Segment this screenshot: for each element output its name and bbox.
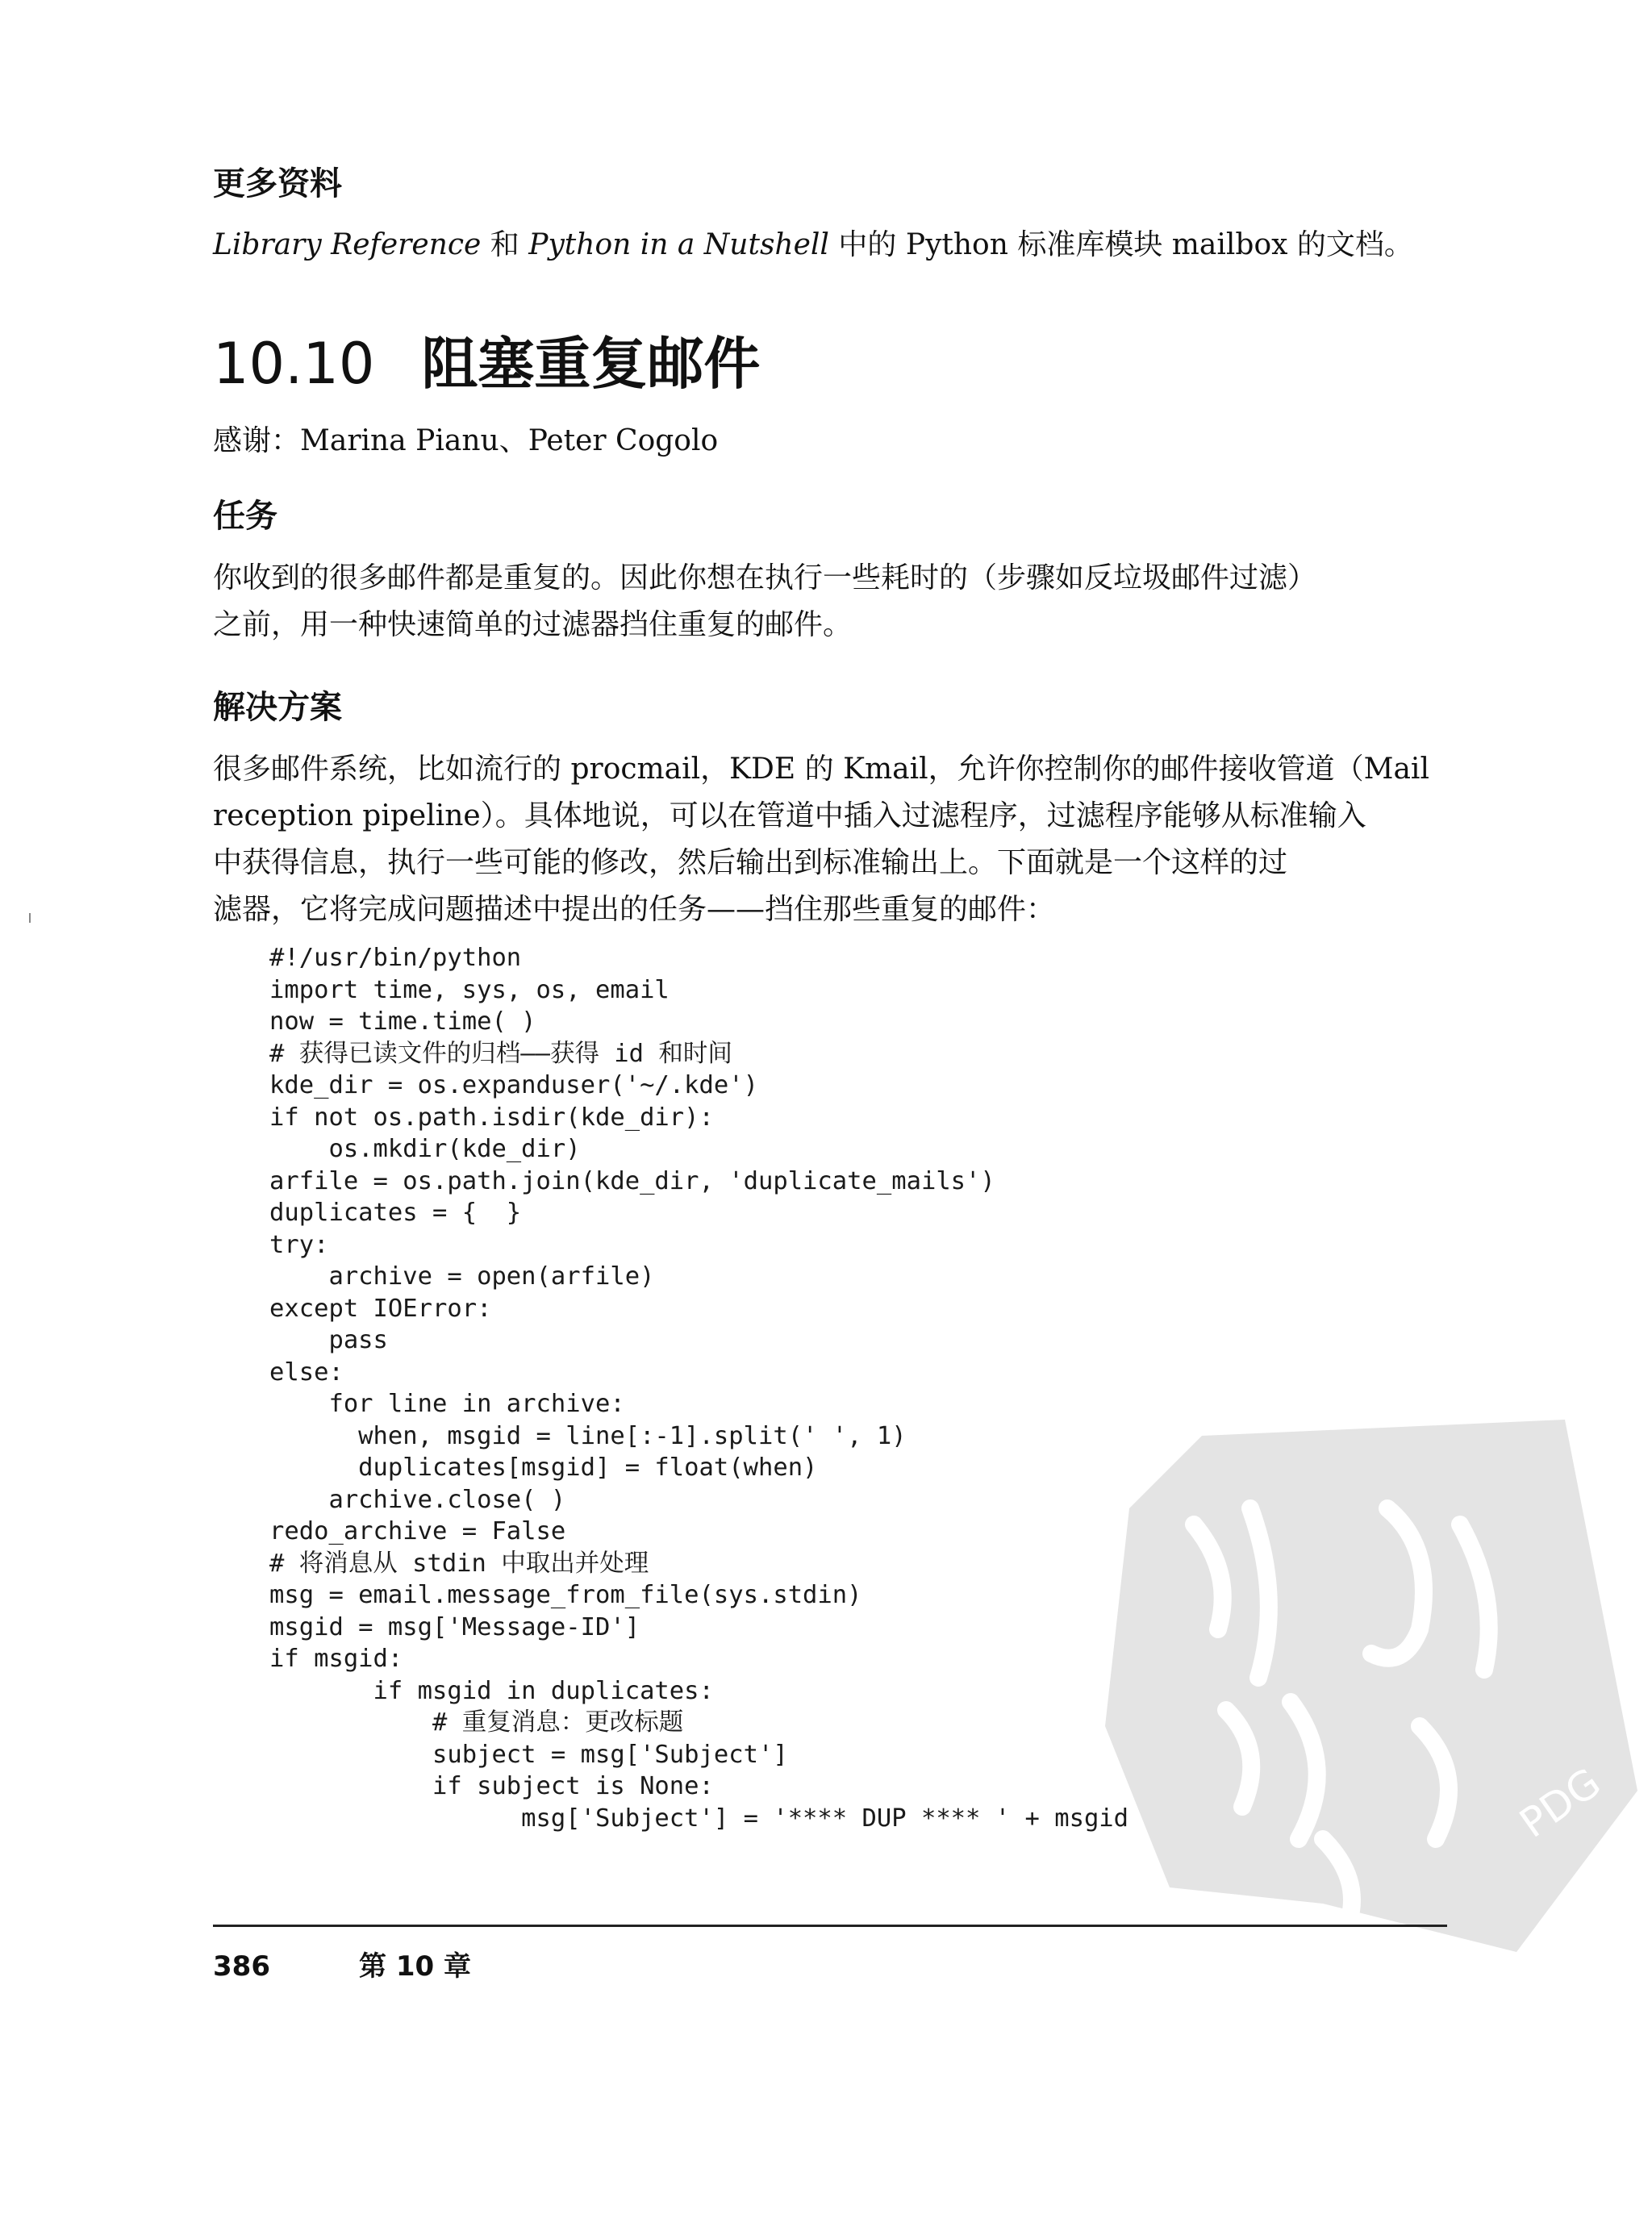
solution-paragraph: [213, 746, 1447, 933]
task-paragraph: [213, 555, 1447, 649]
section-title: [213, 319, 760, 400]
conjunction: 和: [481, 228, 529, 261]
solution-heading: 解决方案: [213, 689, 342, 726]
task-heading: 任务: [213, 498, 277, 535]
solution-line: 很多邮件系统，比如流行的 procmail，KDE 的 Kmail，允许你控制你的邮件接收管道（Mail: [213, 753, 1429, 786]
thanks-line: 感谢：Marina Pianu、Peter Cogolo: [213, 424, 719, 457]
page-footer: [213, 1944, 471, 1983]
footer-rule: [213, 1925, 1447, 1927]
nutshell-title: Python in a Nutshell: [528, 228, 829, 261]
solution-line: 中获得信息，执行一些可能的修改，然后输出到标准输出上。下面就是一个这样的过: [213, 846, 1288, 879]
more-info-tail: 中的 Python 标准库模块 mailbox 的文档。: [828, 228, 1413, 261]
page-number: 386: [213, 1950, 270, 1983]
watermark-seal-icon: [1081, 1387, 1646, 1968]
chapter-label: 第 10 章: [358, 1950, 471, 1983]
code-listing: #!/usr/bin/python import time, sys, os, email now = time.time( ) # 获得已读文件的归档——获得 id 和时间 kde_dir = os.expanduser('~/.kde') if not os.path.isdir(kde_dir): os.mkdir(kde_dir) arfile = os.path.join(kde_dir, 'duplicate_mails') duplicates = { } try: archive = open(arfile) except IOError: pass else: for line in archive: when, msgid = line[:-1].split(' ', 1) duplicates[msgid] = float(when) archive.close( ) redo_archive = False # 将消息从 stdin 中取出并处理 msg = email.message_from_file(sys.stdin) msgid = msg['Message-ID'] if msgid: if msgid in duplicates: # 重复消息：更改标题 subject = msg['Subject'] if subject is None: msg['Subject'] = '**** DUP **** ' + msgid: [269, 944, 1129, 1833]
watermark-text: PDG: [1511, 1758, 1609, 1847]
solution-line: reception pipeline）。具体地说，可以在管道中插入过滤程序，过滤程序能够从标准输入: [213, 799, 1366, 832]
margin-mark: [29, 913, 31, 923]
task-line: 之前，用一种快速简单的过滤器挡住重复的邮件。: [213, 608, 853, 641]
library-reference-title: Library Reference: [213, 228, 482, 261]
section-name: 阻塞重复邮件: [421, 331, 761, 397]
more-info-text: [213, 222, 1413, 263]
more-info-heading: 更多资料: [213, 165, 342, 202]
solution-line: 滤器，它将完成问题描述中提出的任务——挡住那些重复的邮件：: [213, 893, 1056, 926]
section-number: 10.10: [213, 331, 375, 397]
task-line: 你收到的很多邮件都是重复的。因此你想在执行一些耗时的（步骤如反垃圾邮件过滤）: [213, 561, 1317, 594]
